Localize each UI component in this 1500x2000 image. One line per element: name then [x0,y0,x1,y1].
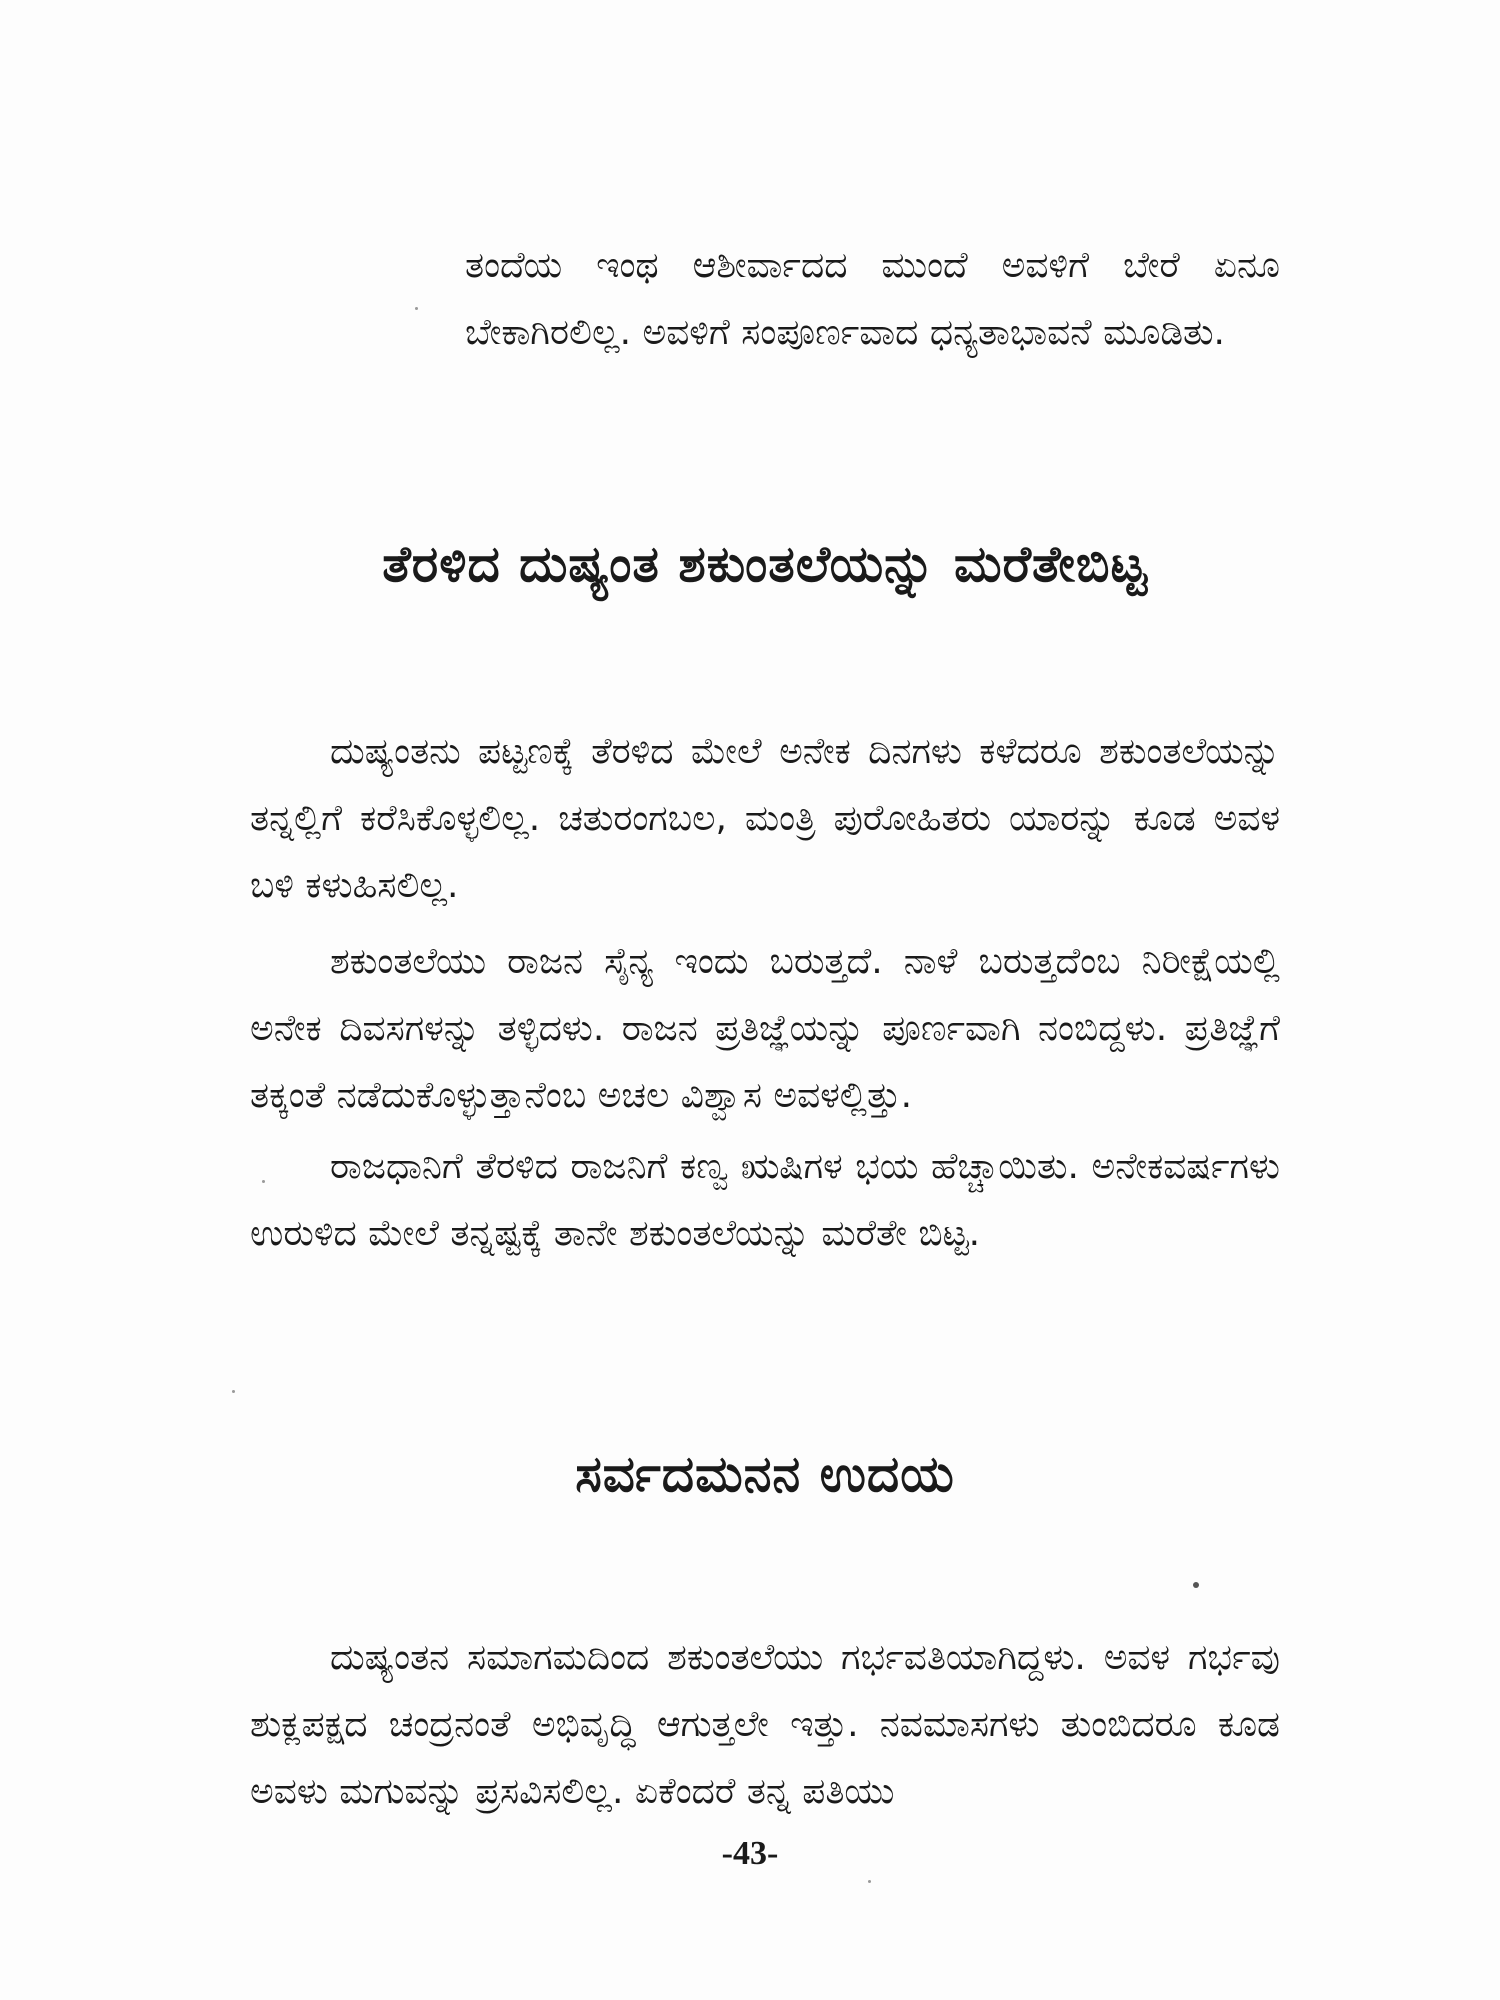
section-heading-dushyanta-forgets: ತೆರಳಿದ ದುಷ್ಯಂತ ಶಕುಂತಲೆಯನ್ನು ಮರೆತೇಬಿಟ್ಟ [382,535,1148,593]
scan-speck [1193,1582,1199,1588]
scan-speck [232,1390,235,1393]
paragraph-dushyanta-leaves: ದುಷ್ಯಂತನು ಪಟ್ಟಣಕ್ಕೆ ತೆರಳಿದ ಮೇಲೆ ಅನೇಕ ದಿನಗಳು ಕಳೆದರೂ ಶಕುಂತಲೆಯನ್ನು ತನ್ನಲ್ಲಿಗೆ ಕರೆಸಿಕೊಳ್ಳಲಿಲ್ಲ. ಚತುರಂಗಬಲ, ಮಂತ್ರಿ ಪುರೋಹಿತರು ಯಾರನ್ನು ಕೂಡ ಅವಳ ಬಳಿ ಕಳುಹಿಸಲಿಲ್ಲ. [250,731,1280,906]
paragraph-pregnancy: ದುಷ್ಯಂತನ ಸಮಾಗಮದಿಂದ ಶಕುಂತಲೆಯು ಗರ್ಭವತಿಯಾಗಿದ್ದಳು. ಅವಳ ಗರ್ಭವು ಶುಕ್ಲಪಕ್ಷದ ಚಂದ್ರನಂತೆ ಅಭಿವೃದ್ಧಿ ಆಗುತ್ತಲೇ ಇತ್ತು. ನವಮಾಸಗಳು ತುಂಬಿದರೂ ಕೂಡ ಅವಳು ಮಗುವನ್ನು ಪ್ರಸವಿಸಲಿಲ್ಲ. ಏಕೆಂದರೆ ತನ್ನ ಪತಿಯು [250,1637,1280,1812]
scan-speck [868,1880,871,1883]
section-heading-sarvadamana: ಸರ್ವದಮನನ ಉದಯ [575,1445,955,1503]
paragraph-king-forgets: ರಾಜಧಾನಿಗೆ ತೆರಳಿದ ರಾಜನಿಗೆ ಕಣ್ವ ಋಷಿಗಳ ಭಯ ಹೆಚ್ಚಾಯಿತು. ಅನೇಕವರ್ಷಗಳು ಉರುಳಿದ ಮೇಲೆ ತನ್ನಷ್ಟಕ್ಕೆ ತಾನೇ ಶಕುಂತಲೆಯನ್ನು ಮರೆತೇ ಬಿಟ್ಟ. [250,1146,1280,1254]
scan-speck [415,307,418,310]
page-number: -43- [721,1835,779,1872]
paragraph-ashirvada: ತಂದೆಯ ಇಂಥ ಆಶೀರ್ವಾದದ ಮುಂದೆ ಅವಳಿಗೆ ಬೇರೆ ಏನೂ ಬೇಕಾಗಿರಲಿಲ್ಲ. ಅವಳಿಗೆ ಸಂಪೂರ್ಣವಾದ ಧನ್ಯತಾಭಾವನೆ ಮೂಡಿತು. [465,245,1280,353]
paragraph-shakuntala-waits: ಶಕುಂತಲೆಯು ರಾಜನ ಸೈನ್ಯ ಇಂದು ಬರುತ್ತದೆ. ನಾಳೆ ಬರುತ್ತದೆಂಬ ನಿರೀಕ್ಷೆಯಲ್ಲಿ ಅನೇಕ ದಿವಸಗಳನ್ನು ತಳ್ಳಿದಳು. ರಾಜನ ಪ್ರತಿಜ್ಞೆಯನ್ನು ಪೂರ್ಣವಾಗಿ ನಂಬಿದ್ದಳು. ಪ್ರತಿಜ್ಞೆಗೆ ತಕ್ಕಂತೆ ನಡೆದುಕೊಳ್ಳುತ್ತಾನೆಂಬ ಅಚಲ ವಿಶ್ವಾಸ ಅವಳಲ್ಲಿತ್ತು. [250,941,1280,1116]
scan-speck [262,1180,265,1183]
